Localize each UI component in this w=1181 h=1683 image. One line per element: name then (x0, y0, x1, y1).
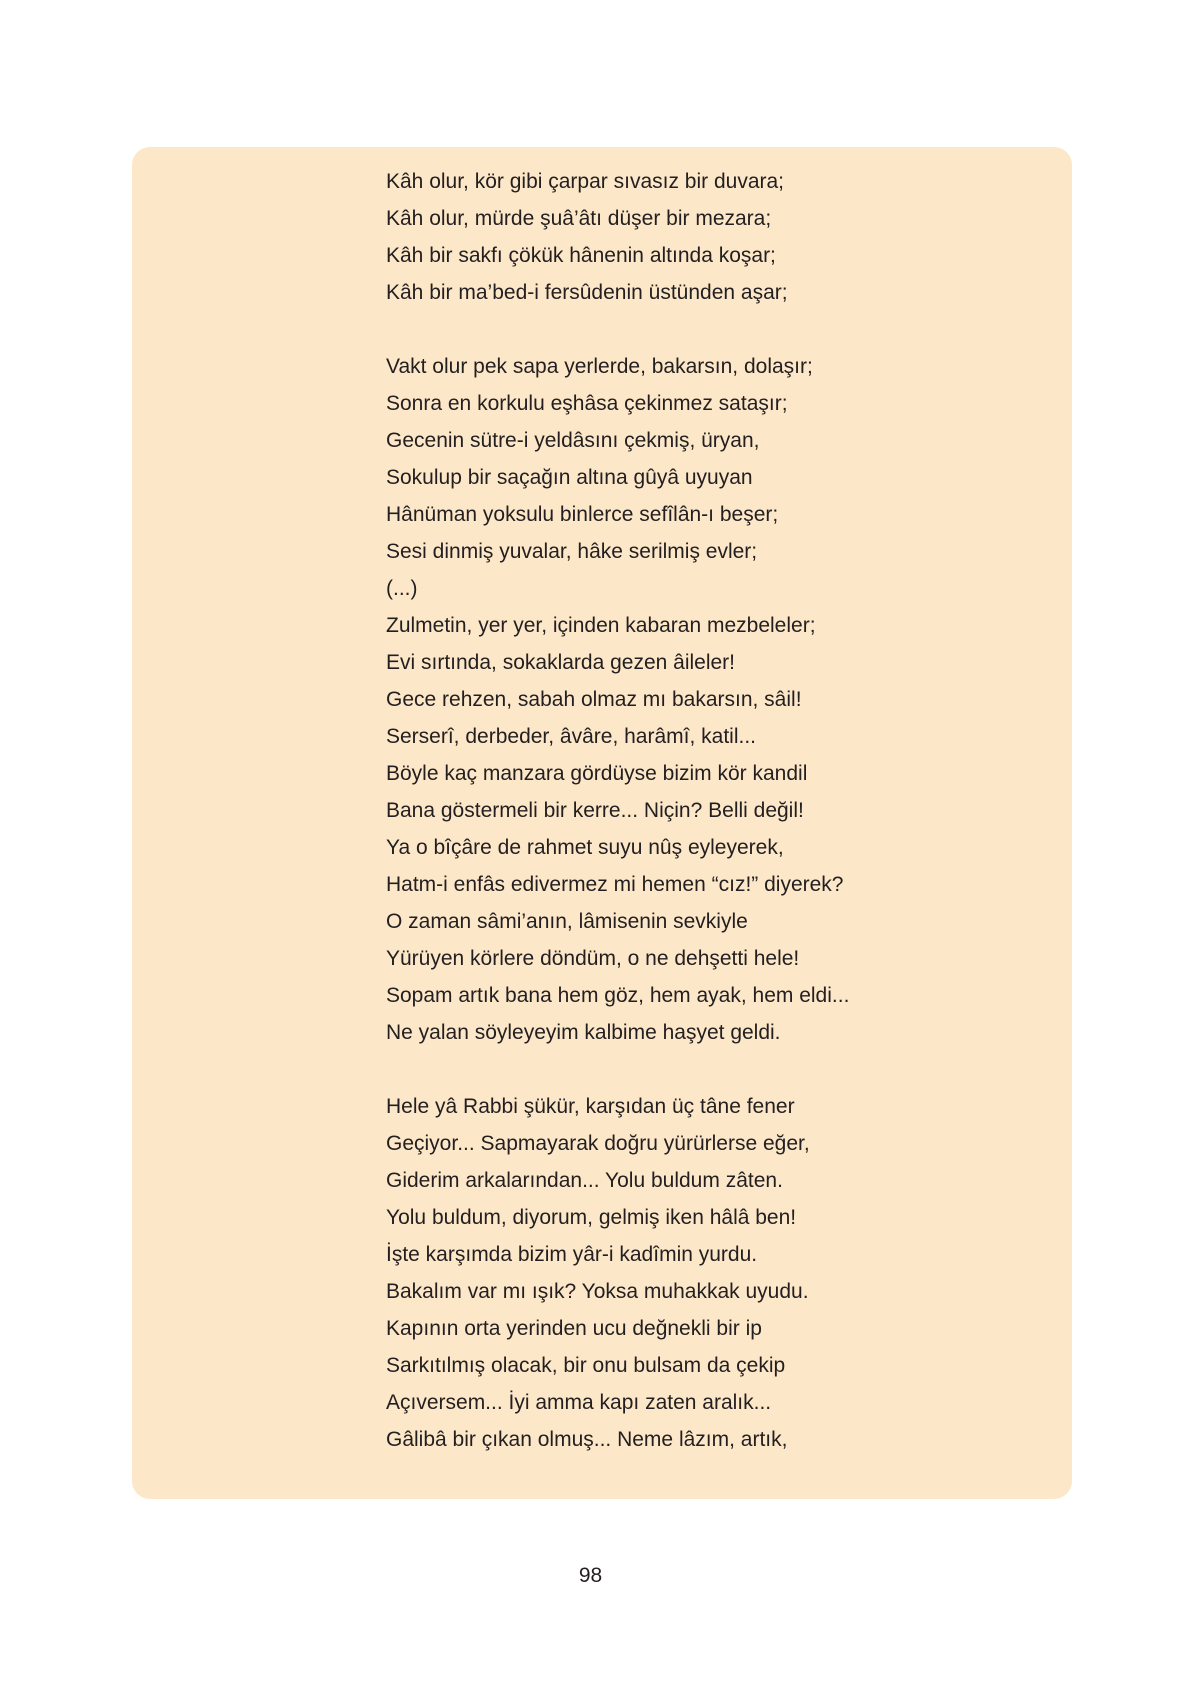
poem-line: O zaman sâmi’anın, lâmisenin sevkiyle (386, 910, 748, 933)
poem-line: Bakalım var mı ışık? Yoksa muhakkak uyudu. (386, 1280, 809, 1303)
poem-line: Zulmetin, yer yer, içinden kabaran mezbeleler; (386, 614, 816, 637)
poem-line: Geçiyor... Sapmayarak doğru yürürlerse eğer, (386, 1132, 810, 1155)
poem-line: Yolu buldum, diyorum, gelmiş iken hâlâ ben! (386, 1206, 797, 1229)
page-number: 98 (578, 1564, 603, 1587)
poem-line: Sesi dinmiş yuvalar, hâke serilmiş evler; (386, 540, 758, 563)
poem-line: Sokulup bir saçağın altına gûyâ uyuyan (386, 466, 753, 489)
poem-line: Yürüyen körlere döndüm, o ne dehşetti hele! (386, 947, 800, 970)
poem-line: Gecenin sütre-i yeldâsını çekmiş, üryan, (386, 429, 760, 452)
poem-line: Evi sırtında, sokaklarda gezen âileler! (386, 651, 736, 674)
poem-line: Gece rehzen, sabah olmaz mı bakarsın, sâil! (386, 688, 802, 711)
stanza-2 (386, 348, 1046, 1051)
poem-line: İşte karşımda bizim yâr-i kadîmin yurdu. (386, 1243, 758, 1266)
poem-line: Sonra en korkulu eşhâsa çekinmez sataşır; (386, 392, 788, 415)
poem-line: Hatm-i enfâs edivermez mi hemen “cız!” diyerek? (386, 873, 844, 896)
poem-line: Giderim arkalarından... Yolu buldum zâten. (386, 1169, 783, 1192)
poem-line: Serserî, derbeder, âvâre, harâmî, katil... (386, 725, 757, 748)
poem-line: Kâh bir ma’bed-i fersûdenin üstünden aşar; (386, 281, 788, 304)
poem-line: Kâh bir sakfı çökük hânenin altında koşar; (386, 244, 776, 267)
poem-line: Kâh olur, mürde şuâ’âtı düşer bir mezara; (386, 207, 772, 230)
poem-line: Kapının orta yerinden ucu değnekli bir ip (386, 1317, 762, 1340)
poem-line: (...) (386, 577, 418, 600)
poem-line: Gâlibâ bir çıkan olmuş... Neme lâzım, artık, (386, 1428, 788, 1451)
poem-line: Böyle kaç manzara gördüyse bizim kör kandil (386, 762, 808, 785)
poem-line: Sarkıtılmış olacak, bir onu bulsam da çekip (386, 1354, 786, 1377)
poem-line: Kâh olur, kör gibi çarpar sıvasız bir duvara; (386, 170, 785, 193)
poem-text (386, 163, 1046, 1495)
poem-line: Hele yâ Rabbi şükür, karşıdan üç tâne fener (386, 1095, 795, 1118)
poem-line: Açıversem... İyi amma kapı zaten aralık... (386, 1391, 772, 1414)
stanza-1 (386, 163, 1046, 311)
poem-line: Bana göstermeli bir kerre... Niçin? Belli değil! (386, 799, 804, 822)
poem-line: Vakt olur pek sapa yerlerde, bakarsın, dolaşır; (386, 355, 813, 378)
poem-line: Ya o bîçâre de rahmet suyu nûş eyleyerek, (386, 836, 784, 859)
poem-box (132, 147, 1072, 1499)
poem-line: Hânüman yoksulu binlerce sefîlân-ı beşer; (386, 503, 779, 526)
stanza-3 (386, 1088, 1046, 1458)
poem-line: Ne yalan söyleyeyim kalbime haşyet geldi. (386, 1021, 781, 1044)
poem-line: Sopam artık bana hem göz, hem ayak, hem eldi... (386, 984, 850, 1007)
